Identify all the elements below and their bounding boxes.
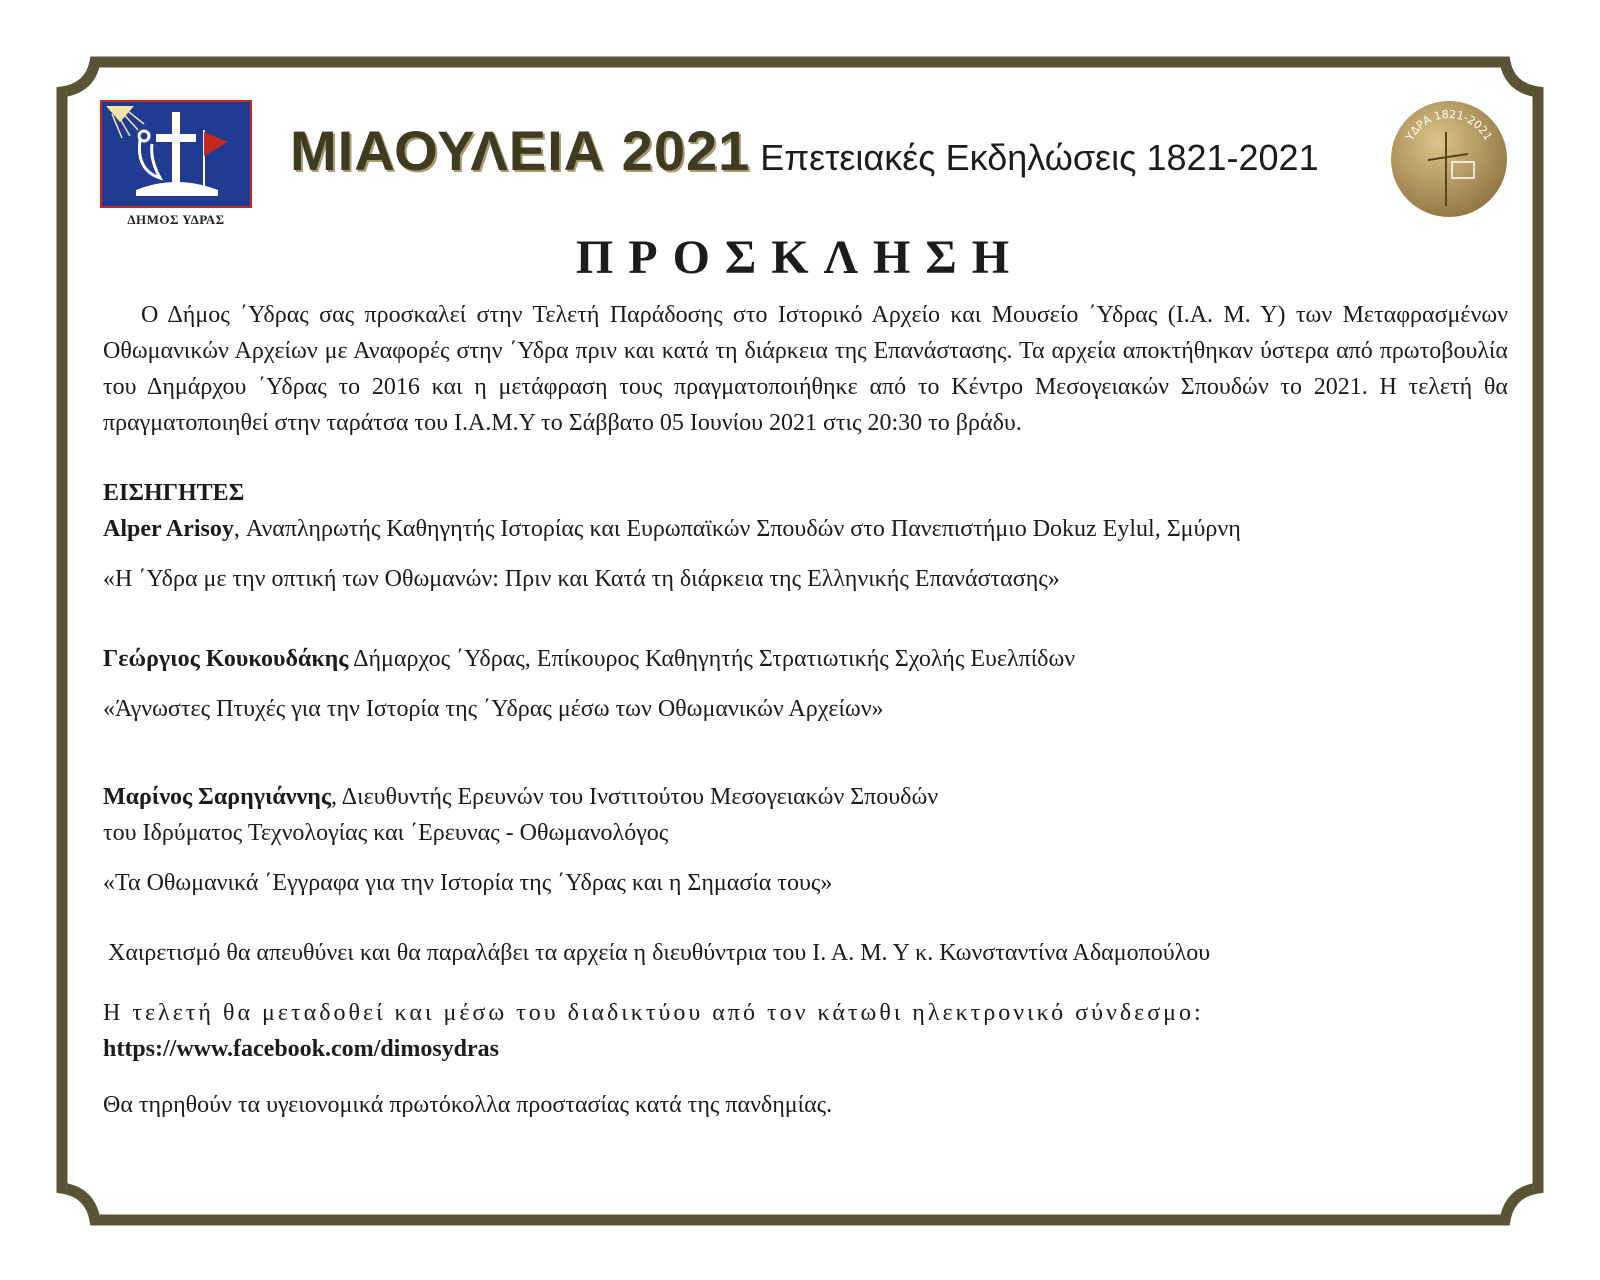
invitation-title: ΠΡΟΣΚΛΗΣΗ	[575, 231, 1025, 284]
intro-paragraph: Ο Δήμος ΄Υδρας σας προσκαλεί στην Τελετή Παράδοσης στο Ιστορικό Αρχείο και Μουσείο ΄Υδρας (Ι.Α. Μ. Υ) των Μεταφρασμένων Οθωμανικών Αρχείων με Αναφορές στην ΄Υδρα πριν και κατά τη διάρκεια της Επανάστασης. Τα αρχεία αποκτήθηκαν ύστερα από πρωτοβουλία του Δημάρχου ΄Υδρας το 2016 και η μετάφραση τους πραγματοποιήθηκε από το Κέντρο Μεσογειακών Σπουδών το 2021. Η τελετή θα πραγματοποιηθεί στην ταράτσα του Ι.Α.Μ.Υ το Σάββατο 05 Ιουνίου 2021 στις 20:30 το βράδυ.	[103, 302, 1508, 436]
speaker-name: Μαρίνος Σαρηγιάννης	[103, 784, 331, 810]
header	[290, 118, 1370, 183]
speakers-heading: ΕΙΣΗΓΗΤΕΣ	[103, 480, 245, 506]
talk-title: «Τα Οθωμανικά ΄Εγγραφα για την Ιστορία της ΄Υδρας και η Σημασία τους»	[103, 870, 833, 896]
event-subtitle: Επετειακές Εκδηλώσεις 1821-2021	[760, 137, 1319, 178]
speaker-name: Alper Arisoy	[103, 516, 234, 542]
invitation-body	[103, 297, 1508, 1123]
greeting-note: Χαιρετισμό θα απευθύνει και θα παραλάβει τα αρχεία η διευθύντρια του Ι. Α. Μ. Υ κ. Κωνσταντίνα Αδαμοπούλου	[108, 940, 1211, 966]
speaker-role: , Διευθυντής Ερευνών του Ινστιτούτου Μεσογειακών Σπουδών	[331, 784, 939, 810]
hydra-coat-of-arms-icon	[100, 100, 252, 208]
seal-text: ΥΔΡΑ 1821-2021	[1403, 107, 1495, 143]
speaker-role-line2: του Ιδρύματος Τεχνολογίας και ΄Ερευνας - Οθωμανολόγος	[103, 820, 669, 846]
event-title: ΜΙΑΟΥΛΕΙΑ 2021	[290, 119, 751, 182]
speaker-3	[103, 779, 1508, 901]
facebook-link[interactable]: https://www.facebook.com/dimosydras	[103, 1036, 500, 1062]
speaker-2	[103, 641, 1508, 727]
talk-title: «Άγνωστες Πτυχές για την Ιστορία της ΄Υδρας μέσω των Οθωμανικών Αρχείων»	[103, 696, 884, 722]
broadcast-note: Η τελετή θα μεταδοθεί και μέσω του διαδικτύου από τον κάτωθι ηλεκτρονικό σύνδεσμο:	[103, 1000, 1204, 1026]
speaker-role: , Αναπληρωτής Καθηγητής Ιστορίας και Ευρωπαϊκών Σπουδών στο Πανεπιστήμιο Dokuz Eylul, Σμύρνη	[233, 516, 1241, 542]
health-protocol-note: Θα τηρηθούν τα υγειονομικά πρωτόκολλα προστασίας κατά της πανδημίας.	[103, 1092, 833, 1118]
speaker-name: Γεώργιος Κουκουδάκης	[103, 646, 349, 672]
speaker-role: Δήμαρχος ΄Υδρας, Επίκουρος Καθηγητής Στρατιωτικής Σχολής Ευελπίδων	[348, 646, 1076, 672]
talk-title: «Η ΄Υδρα με την οπτική των Οθωμανών: Πριν και Κατά τη διάρκεια της Ελληνικής Επανάστασης»	[103, 566, 1060, 592]
municipality-caption: ΔΗΜΟΣ ΥΔΡΑΣ	[127, 212, 225, 227]
speaker-1	[103, 511, 1508, 597]
anniversary-seal-icon	[1388, 98, 1510, 220]
